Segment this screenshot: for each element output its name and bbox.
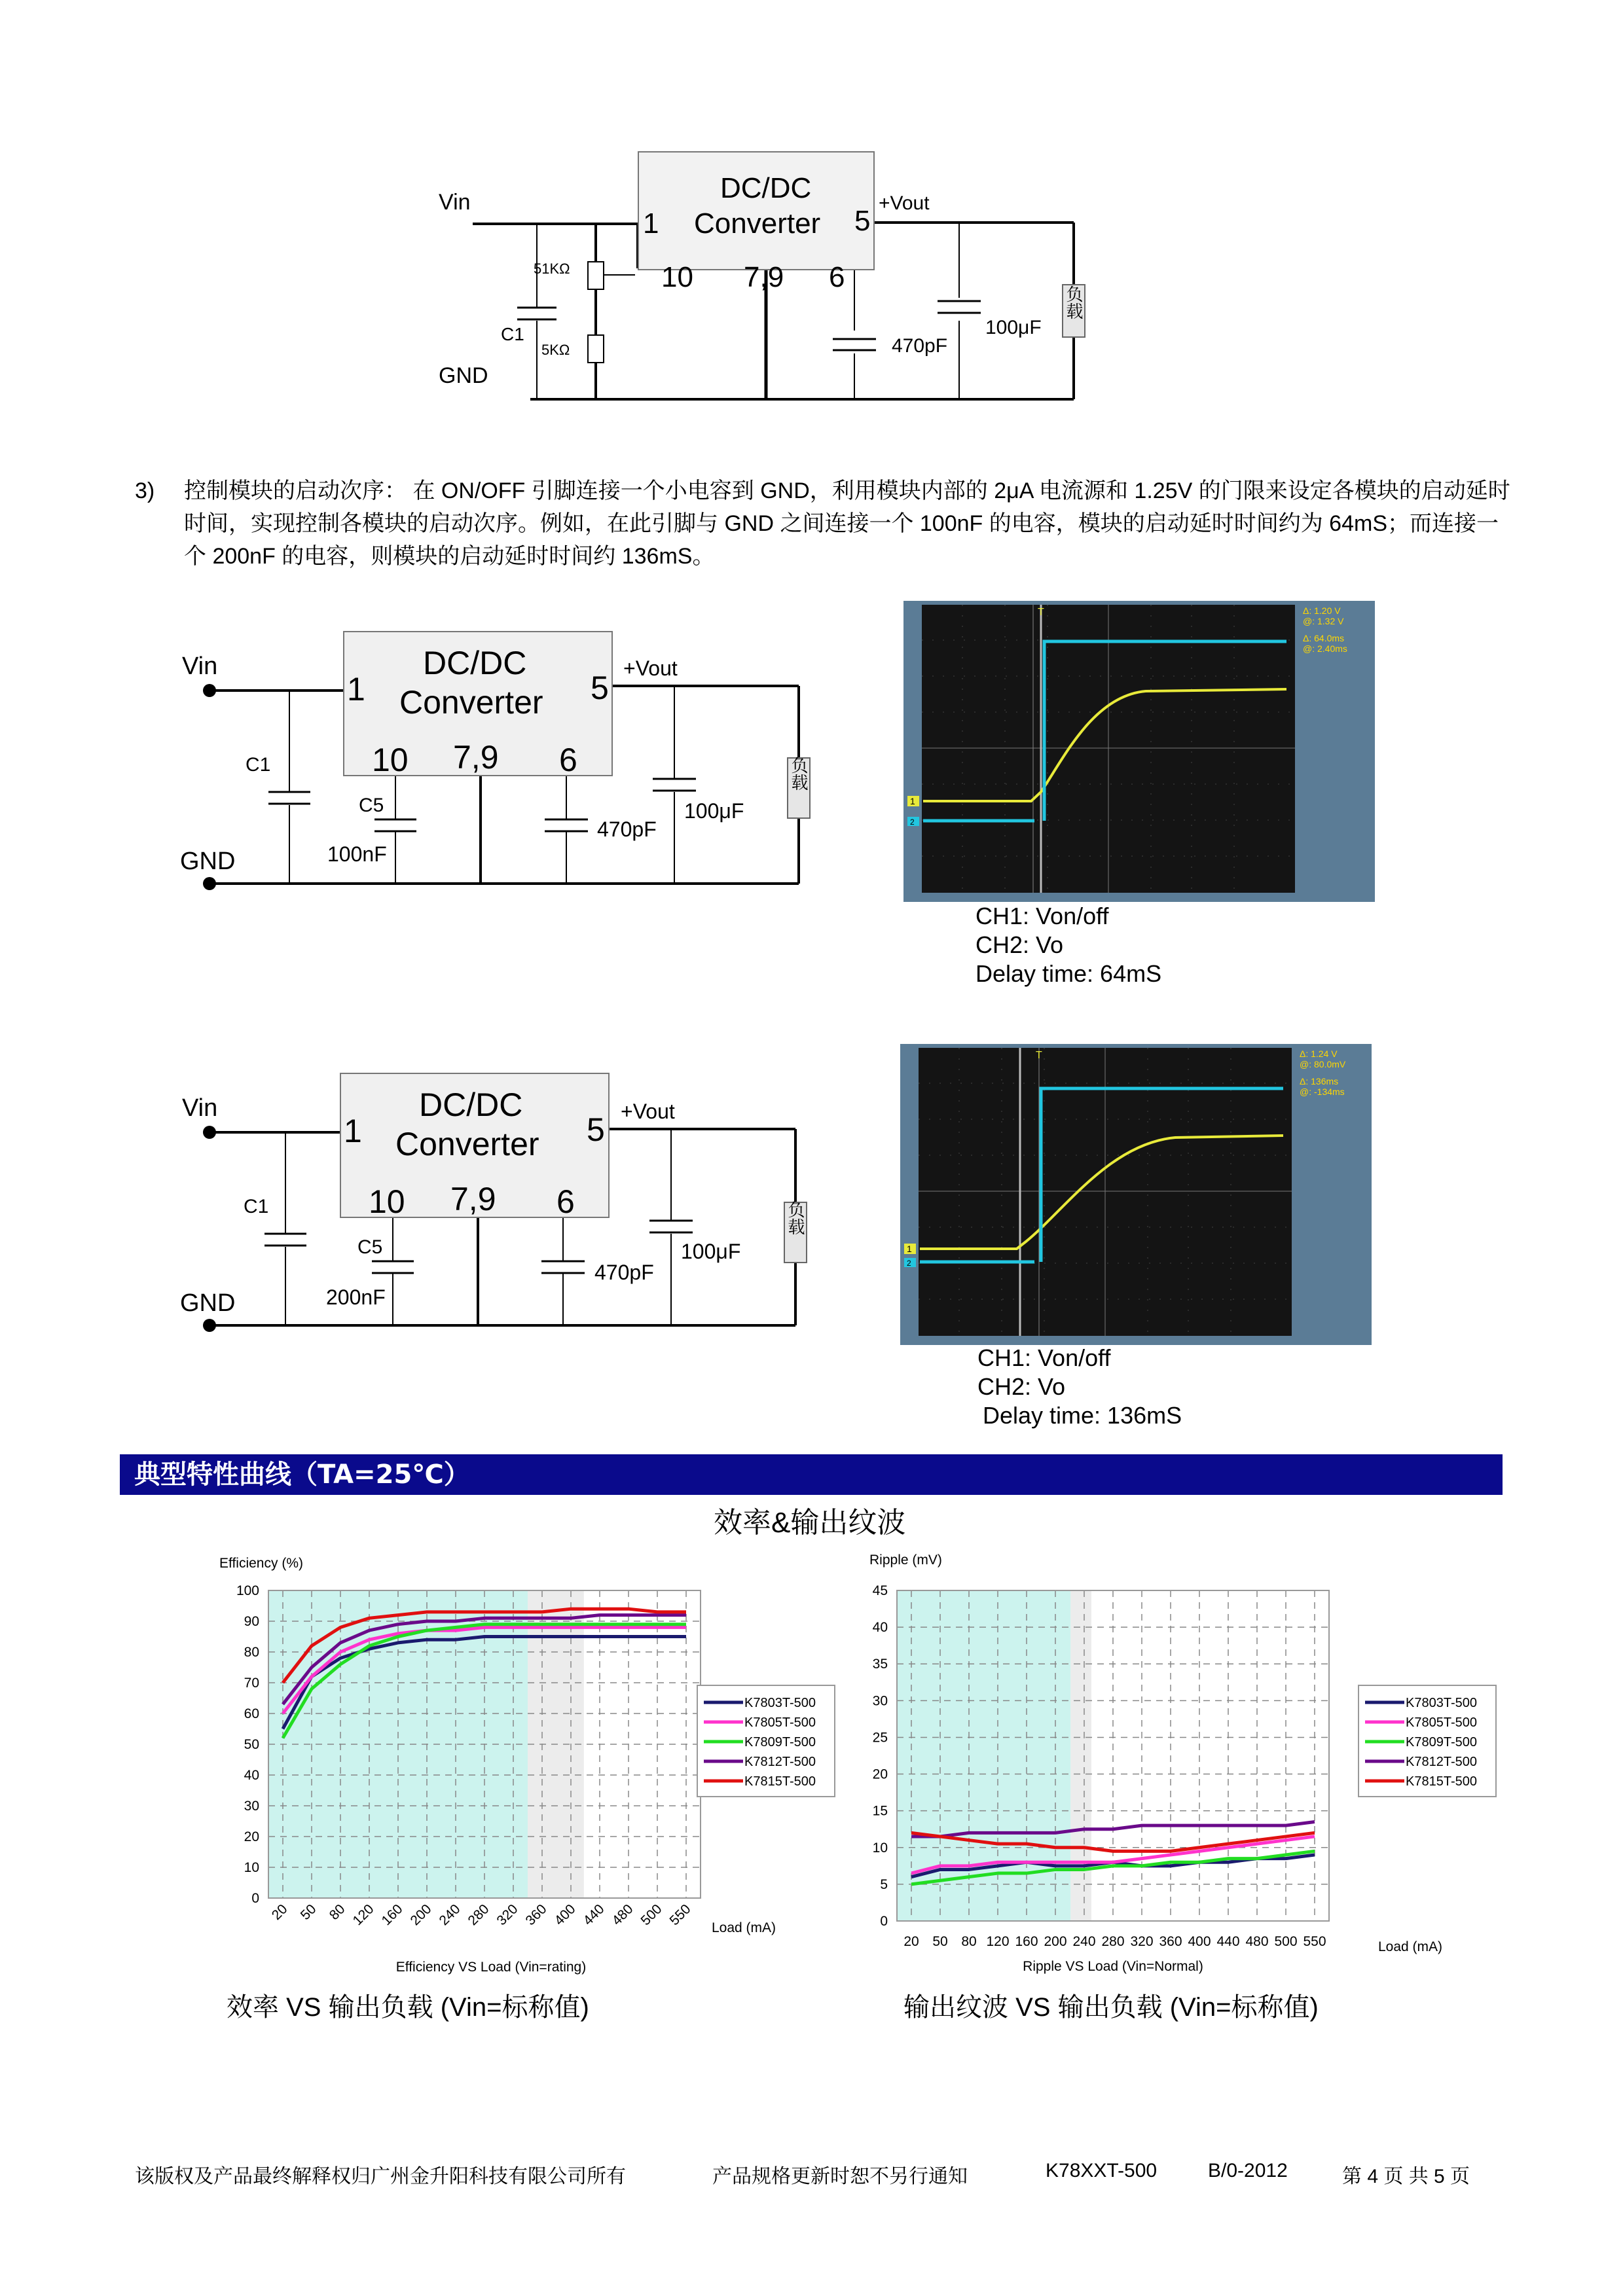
load-label: 负载 — [786, 1201, 805, 1235]
efficiency-subtitle: 效率 VS 输出负载 (Vin=标称值) — [227, 1993, 589, 2022]
y-tick-label: 20 — [872, 1767, 888, 1782]
pin-6: 6 — [556, 1183, 575, 1220]
oscilloscope-capture-64ms — [903, 601, 1375, 902]
x-tick-label: 360 — [522, 1901, 550, 1929]
cap-100uf-label: 100μF — [681, 1240, 741, 1263]
converter-title: DC/DC — [720, 172, 812, 204]
resistor-5k-label: 5KΩ — [541, 342, 570, 358]
ripple-subtitle: 输出纹波 VS 输出负载 (Vin=标称值) — [903, 1993, 1319, 2022]
readout-at-t: @: 2.40ms — [1303, 643, 1347, 654]
vin-label: Vin — [182, 1094, 218, 1122]
x-tick-label: 50 — [297, 1901, 319, 1924]
c5-label: C5 — [359, 795, 384, 816]
readout-at-t: @: -134ms — [1300, 1086, 1345, 1097]
y-axis-label: Ripple (mV) — [869, 1552, 942, 1568]
circuit-diagram-200nf — [170, 1057, 825, 1332]
pin-10: 10 — [661, 261, 693, 293]
footer-revision: B/0-2012 — [1208, 2160, 1288, 2181]
vin-label: Vin — [439, 190, 471, 215]
y-tick-label: 20 — [244, 1829, 259, 1844]
y-tick-label: 90 — [244, 1614, 259, 1629]
legend-label: K7815T-500 — [1406, 1774, 1477, 1789]
vout-label: +Vout — [621, 1100, 675, 1123]
x-tick-label: 120 — [986, 1934, 1010, 1949]
cap-100uf-label: 100μF — [985, 317, 1042, 338]
x-tick-label: 120 — [350, 1901, 377, 1929]
x-tick-label: 50 — [932, 1934, 948, 1949]
gnd-label: GND — [180, 1289, 236, 1317]
y-axis-label: Efficiency (%) — [219, 1556, 303, 1571]
c5-value-label: 200nF — [326, 1285, 386, 1309]
ch2-marker: 2 — [910, 817, 915, 827]
converter-title: DC/DC — [423, 645, 527, 681]
pin-5: 5 — [591, 670, 609, 706]
caption-ch1: CH1: Von/off — [976, 903, 1109, 929]
cap-470pf-label: 470pF — [892, 335, 948, 357]
ripple-chart — [858, 1535, 1512, 1980]
cap-100uf-label: 100μF — [684, 799, 744, 823]
legend-label: K7805T-500 — [744, 1715, 816, 1730]
circuit-diagram-100nf — [170, 615, 825, 890]
x-tick-label: 480 — [609, 1901, 636, 1929]
section-band — [120, 1454, 1503, 1495]
x-tick-label: 200 — [1044, 1934, 1067, 1949]
x-tick-label: 500 — [1274, 1934, 1298, 1949]
converter-subtitle: Converter — [395, 1126, 539, 1162]
y-tick-label: 40 — [872, 1620, 888, 1636]
pin-1: 1 — [344, 1113, 362, 1149]
y-tick-label: 30 — [872, 1693, 888, 1709]
y-tick-label: 0 — [251, 1891, 259, 1906]
pin-1: 1 — [347, 671, 365, 708]
c1-label: C1 — [246, 754, 271, 776]
caption-delay: Delay time: 64mS — [976, 960, 1162, 987]
x-tick-label: 240 — [1072, 1934, 1096, 1949]
x-tick-label: 280 — [1101, 1934, 1125, 1949]
pin-5: 5 — [854, 205, 871, 237]
converter-subtitle: Converter — [694, 207, 821, 240]
section-title: 典型特性曲线（TA=25℃） — [134, 1460, 470, 1490]
circuit-diagram-divider — [419, 144, 1113, 419]
y-tick-label: 25 — [872, 1730, 888, 1746]
x-tick-label: 360 — [1159, 1934, 1182, 1949]
y-tick-label: 10 — [872, 1840, 888, 1856]
c5-value-label: 100nF — [327, 842, 387, 866]
x-tick-label: 20 — [903, 1934, 919, 1949]
x-axis-label: Load (mA) — [712, 1920, 776, 1935]
readout-delta-v: Δ: 1.20 V — [1303, 605, 1341, 616]
y-tick-label: 5 — [880, 1876, 888, 1892]
ch2-marker: 2 — [907, 1259, 911, 1268]
trigger-marker: T — [1036, 1050, 1042, 1061]
readout-delta-t: Δ: 136ms — [1300, 1076, 1339, 1086]
y-tick-label: 35 — [872, 1657, 888, 1672]
vin-label: Vin — [182, 653, 218, 680]
y-tick-label: 0 — [880, 1914, 888, 1929]
legend-label: K7815T-500 — [744, 1774, 816, 1789]
x-tick-label: 160 — [1015, 1934, 1038, 1949]
resistor-51k-label: 51KΩ — [534, 260, 570, 277]
pin-6: 6 — [829, 261, 845, 293]
pin-7-9: 7,9 — [450, 1181, 496, 1217]
y-tick-label: 15 — [872, 1803, 888, 1819]
footer-copyright: 该版权及产品最终解释权归广州金升阳科技有限公司所有 — [135, 2166, 626, 2187]
x-tick-label: 440 — [1216, 1934, 1240, 1949]
readout-delta-t: Δ: 64.0ms — [1303, 633, 1345, 643]
x-tick-label: 80 — [326, 1901, 348, 1924]
c1-label: C1 — [501, 324, 524, 344]
chart-caption: Ripple VS Load (Vin=Normal) — [1023, 1959, 1203, 1974]
footer-notice: 产品规格更新时恕不另行通知 — [712, 2166, 968, 2187]
trigger-marker: T — [1038, 607, 1044, 618]
ch1-marker: 1 — [910, 796, 915, 806]
legend-label: K7809T-500 — [1406, 1735, 1477, 1749]
zone-shade — [1070, 1590, 1091, 1921]
load-label: 负载 — [789, 757, 809, 791]
paragraph-number: 3) — [135, 478, 155, 503]
y-tick-label: 80 — [244, 1645, 259, 1660]
x-tick-label: 480 — [1245, 1934, 1269, 1949]
x-tick-label: 550 — [1303, 1934, 1326, 1949]
caption-ch2: CH2: Vo — [977, 1373, 1066, 1400]
caption-delay: Delay time: 136mS — [983, 1402, 1182, 1429]
x-tick-label: 80 — [961, 1934, 977, 1949]
x-axis-label: Load (mA) — [1378, 1939, 1443, 1954]
scope1-caption — [976, 902, 1161, 988]
x-tick-label: 400 — [1188, 1934, 1211, 1949]
x-tick-label: 20 — [268, 1901, 291, 1924]
efficiency-chart — [210, 1545, 864, 1983]
caption-ch2: CH2: Vo — [976, 931, 1064, 958]
c5-label: C5 — [357, 1236, 383, 1258]
gnd-label: GND — [180, 848, 236, 875]
caption-ch1: CH1: Von/off — [977, 1344, 1111, 1371]
legend-label: K7803T-500 — [744, 1696, 816, 1710]
cap-470pf-label: 470pF — [594, 1261, 654, 1284]
chart-caption: Efficiency VS Load (Vin=rating) — [395, 1960, 587, 1975]
cap-470pf-label: 470pF — [597, 817, 657, 841]
ch1-marker: 1 — [907, 1244, 912, 1254]
x-tick-label: 240 — [436, 1901, 464, 1929]
x-tick-label: 160 — [378, 1901, 406, 1929]
y-tick-label: 60 — [244, 1706, 259, 1721]
converter-subtitle: Converter — [399, 684, 543, 721]
legend-label: K7809T-500 — [744, 1735, 816, 1749]
pin-7-9: 7,9 — [744, 261, 784, 293]
x-tick-label: 500 — [638, 1901, 665, 1929]
x-tick-label: 400 — [551, 1901, 579, 1929]
y-tick-label: 10 — [244, 1860, 259, 1875]
x-tick-label: 320 — [494, 1901, 521, 1929]
legend-label: K7812T-500 — [744, 1755, 816, 1769]
scope2-caption — [977, 1344, 1182, 1430]
readout-delta-v: Δ: 1.24 V — [1300, 1049, 1338, 1059]
x-tick-label: 200 — [407, 1901, 435, 1929]
oscilloscope-capture-136ms — [900, 1044, 1372, 1345]
y-tick-label: 100 — [236, 1583, 259, 1598]
pin-10: 10 — [372, 742, 409, 778]
pin-10: 10 — [369, 1183, 405, 1220]
legend-label: K7812T-500 — [1406, 1755, 1477, 1769]
vout-label: +Vout — [623, 656, 678, 680]
readout-at-v: @: 80.0mV — [1300, 1059, 1346, 1069]
vout-label: +Vout — [879, 192, 930, 214]
y-tick-label: 70 — [244, 1676, 259, 1691]
readout-at-v: @: 1.32 V — [1303, 616, 1344, 626]
c1-label: C1 — [244, 1196, 269, 1217]
x-tick-label: 550 — [666, 1901, 694, 1929]
chart-heading: 效率&输出纹波 — [714, 1507, 906, 1539]
footer-model: K78XXT-500 — [1046, 2160, 1158, 2181]
footer-page: 第 4 页 共 5 页 — [1342, 2166, 1470, 2187]
y-tick-label: 40 — [244, 1768, 259, 1783]
y-tick-label: 30 — [244, 1799, 259, 1814]
y-tick-label: 50 — [244, 1737, 259, 1752]
converter-title: DC/DC — [419, 1086, 523, 1123]
pin-6: 6 — [559, 742, 577, 778]
paragraph-text: 控制模块的启动次序： 在 ON/OFF 引脚连接一个小电容到 GND，利用模块内部的 2μA 电流源和 1.25V 的门限来设定各模块的启动延时时间，实现控制各模块的启动次序。例如，在此引脚与 GND 之间连接一个 100nF 的电容，模块的启动延时时间约为 64mS；而连接一个 200nF 的电容，则模块的启动延时时间约 136mS。 — [184, 478, 1510, 569]
pin-1: 1 — [643, 207, 659, 240]
gnd-label: GND — [439, 363, 488, 388]
load-label: 负载 — [1064, 285, 1084, 319]
x-tick-label: 280 — [465, 1901, 492, 1929]
y-tick-label: 45 — [872, 1583, 888, 1598]
x-tick-label: 320 — [1130, 1934, 1154, 1949]
pin-5: 5 — [587, 1111, 605, 1148]
legend-label: K7803T-500 — [1406, 1696, 1477, 1710]
pin-7-9: 7,9 — [453, 739, 499, 776]
x-tick-label: 440 — [580, 1901, 608, 1929]
legend-label: K7805T-500 — [1406, 1715, 1477, 1730]
